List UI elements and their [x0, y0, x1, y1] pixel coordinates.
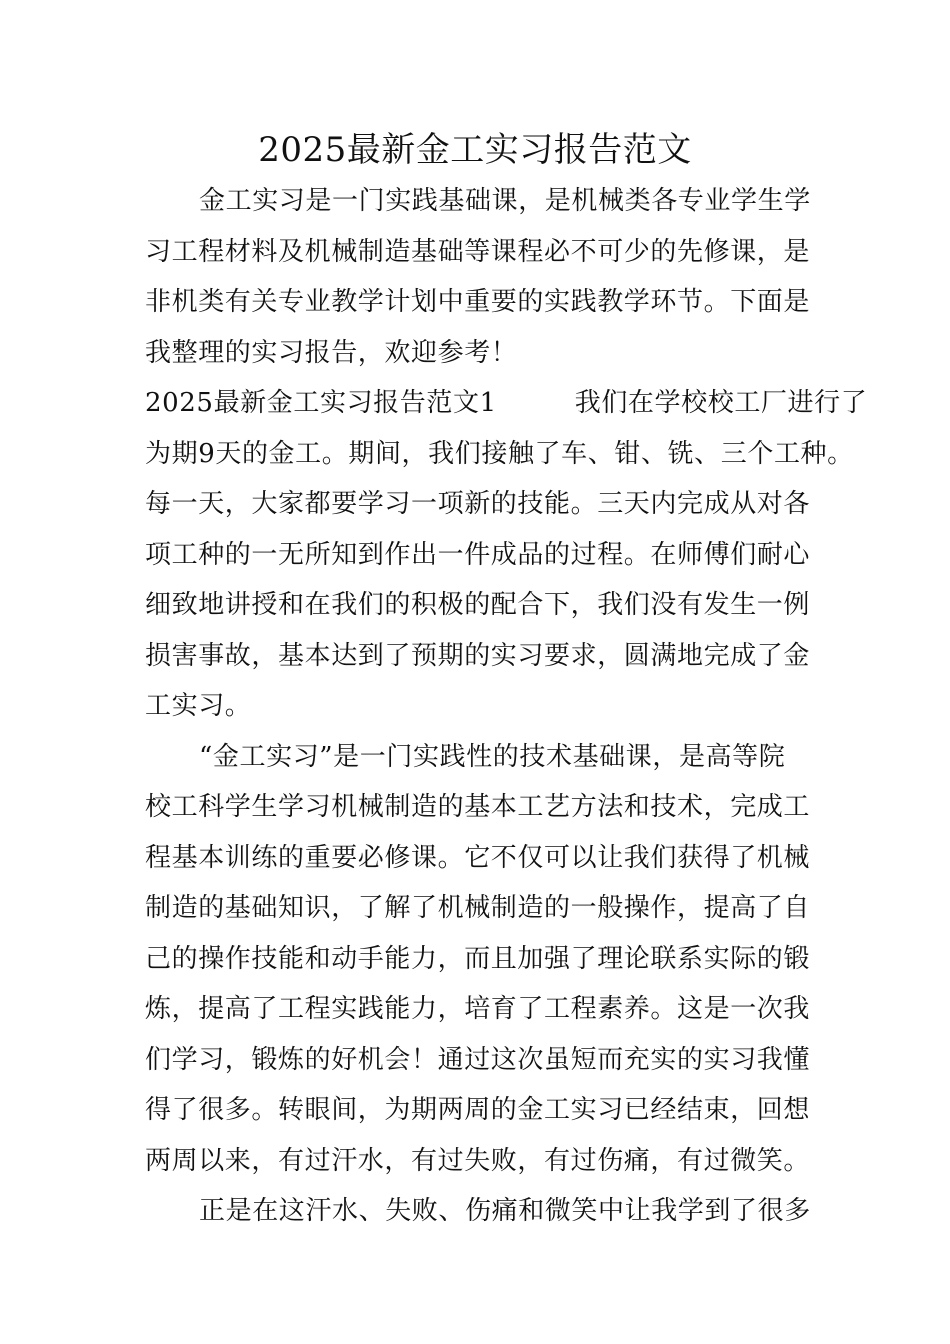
text-line: 为期9天的金工。期间，我们接触了车、钳、铣、三个工种。 — [145, 438, 854, 469]
text-line: 项工种的一无所知到作出一件成品的过程。在师傅们耐心 — [145, 539, 811, 570]
text-line: 两周以来，有过汗水，有过失败，有过伤痛，有过微笑。 — [145, 1145, 811, 1176]
text-line: 制造的基础知识，了解了机械制造的一般操作，提高了自 — [145, 893, 811, 923]
text-line: 得了很多。转眼间，为期两周的金工实习已经结束，回想 — [145, 1095, 811, 1125]
text-line: 非机类有关专业教学计划中重要的实践教学环节。下面是 — [145, 287, 811, 317]
document-body — [145, 176, 868, 1237]
text-line: 们学习，锻炼的好机会！通过这次虽短而充实的实习我懂 — [145, 1044, 811, 1075]
text-line: 细致地讲授和在我们的积极的配合下，我们没有发生一例 — [145, 590, 811, 620]
text-line: 工实习。 — [145, 691, 252, 721]
section-heading-line — [145, 378, 868, 429]
text-line: “金工实习”是一门实践性的技术基础课，是高等院 — [199, 741, 786, 772]
text-line: 程基本训练的重要必修课。它不仅可以让我们获得了机械 — [145, 842, 811, 873]
text-line-continuation: 我们在学校校工厂进行了 — [574, 388, 868, 418]
text-line: 每一天，大家都要学习一项新的技能。三天内完成从对各 — [145, 489, 811, 519]
text-line: 炼，提高了工程实践能力，培育了工程素养。这是一次我 — [145, 994, 811, 1024]
text-line: 习工程材料及机械制造基础等课程必不可少的先修课，是 — [145, 236, 811, 267]
section-heading: 2025最新金工实习报告范文1 — [145, 388, 497, 418]
text-line: 己的操作技能和动手能力，而且加强了理论联系实际的锻 — [145, 943, 811, 974]
text-line: 损害事故，基本达到了预期的实习要求，圆满地完成了金 — [145, 640, 811, 671]
text-line: 正是在这汗水、失败、伤痛和微笑中让我学到了很多 — [199, 1196, 811, 1226]
text-line: 金工实习是一门实践基础课，是机械类各专业学生学 — [199, 186, 811, 216]
text-line: 校工科学生学习机械制造的基本工艺方法和技术，完成工 — [145, 792, 811, 822]
text-line: 我整理的实习报告，欢迎参考！ — [145, 337, 518, 368]
document-title: 2025最新金工实习报告范文 — [258, 130, 692, 170]
